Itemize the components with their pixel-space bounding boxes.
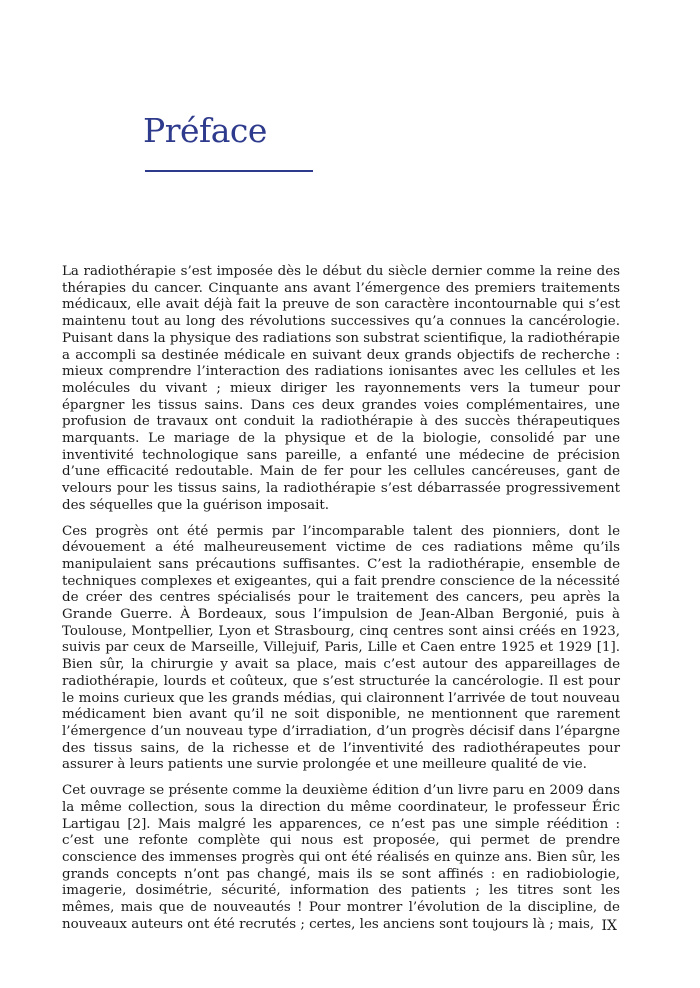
paragraph-3: Cet ouvrage se présente comme la deuxième édition d’un livre paru en 2009 dans la même collection, sous la direction du même coordinateur, le professeur Éric Lartigau [2]. Mais malgré les apparences, ce n’est pas une simple réédition : c’est une refonte complète qui nous est proposée, qui permet de prendre conscience des immenses progrès qui ont été réalisés en quinze ans. Bien sûr, les grands concepts n’ont pas changé, mais ils se sont affinés : en radiobiologie, imagerie, dosimétrie, sécurité, information des patients ; les titres sont les mêmes, mais que de nouveautés ! Pour montrer l’évolution de la discipline, de nouveaux auteurs ont été recrutés ; certes, les anciens sont toujours là ; mais,: [62, 783, 620, 932]
page-number: IX: [601, 918, 617, 934]
body-text: [62, 264, 620, 942]
paragraph-1: La radiothérapie s’est imposée dès le début du siècle dernier comme la reine des thérapies du cancer. Cinquante ans avant l’émergence des premiers traitements médicaux, elle avait déjà fait la preuve de son caractère incontournable qui s’est maintenu tout au long des révolutions successives qu’a connues la cancérologie. Puisant dans la physique des radiations son substrat scientifique, la radiothérapie a accompli sa destinée médicale en suivant deux grands objectifs de recherche : mieux comprendre l’interaction des radiations ionisantes avec les cellules et les molécules du vivant ; mieux diriger les rayonnements vers la tumeur pour épargner les tissus sains. Dans ces deux grandes voies complémentaires, une profusion de travaux ont conduit la radiothérapie à des succès thérapeutiques marquants. Le mariage de la physique et de la biologie, consolidé par une inventivité technologique sans pareille, a enfanté une médecine de précision d’une efficacité redoutable. Main de fer pour les cellules cancéreuses, gant de velours pour les tissus sains, la radiothérapie s’est débarrassée progressivement des séquelles que la guérison imposait.: [62, 264, 620, 513]
page-title: Préface: [143, 111, 267, 150]
title-underline: [145, 170, 313, 172]
paragraph-2: Ces progrès ont été permis par l’incomparable talent des pionniers, dont le dévouement a été malheureusement victime de ces radiations même qu’ils manipulaient sans précautions suffisantes. C’est la radiothérapie, ensemble de techniques complexes et exigeantes, qui a fait prendre conscience de la nécessité de créer des centres spécialisés pour le traitement des cancers, peu après la Grande Guerre. À Bordeaux, sous l’impulsion de Jean-Alban Bergonié, puis à Toulouse, Montpellier, Lyon et Strasbourg, cinq centres sont ainsi créés en 1923, suivis par ceux de Marseille, Villejuif, Paris, Lille et Caen entre 1925 et 1929 [1]. Bien sûr, la chirurgie y avait sa place, mais c’est autour des appareillages de radiothérapie, lourds et coûteux, que s’est structurée la cancérologie. Il est pour le moins curieux que les grands médias, qui claironnent l’arrivée de tout nouveau médicament bien avant qu’il ne soit disponible, ne mentionnent que rarement l’émergence d’un nouveau type d’irradiation, d’un progrès décisif dans l’épargne des tissus sains, de la richesse et de l’inventivité des radiothérapeutes pour assurer à leurs patients une survie prolongée et une meilleure qualité de vie.: [62, 523, 620, 773]
